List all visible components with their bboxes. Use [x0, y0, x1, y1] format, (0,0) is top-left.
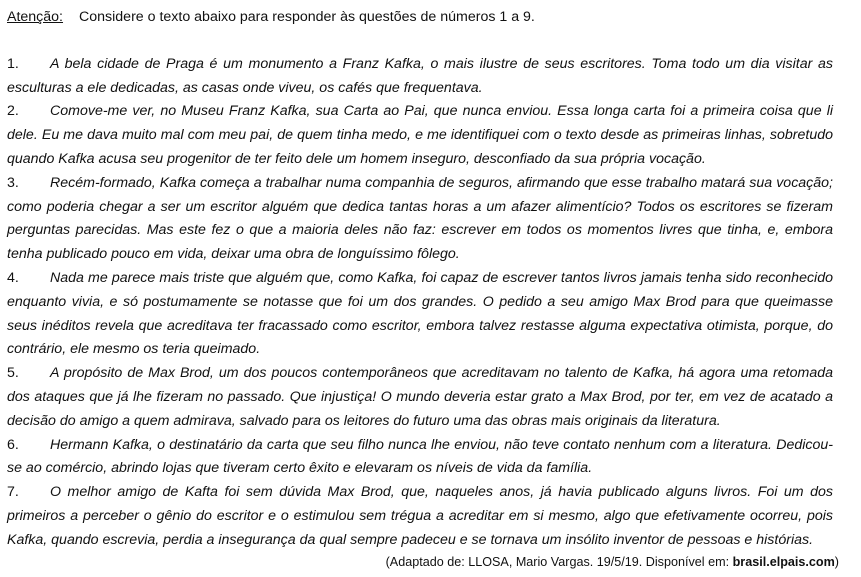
paragraph-number: 1.: [7, 55, 19, 72]
paragraph-6: [7, 434, 833, 482]
paragraph-3: [7, 172, 833, 267]
paragraph-4: [7, 267, 833, 362]
source-citation: [7, 553, 839, 571]
paragraph-number: 4.: [7, 269, 19, 286]
attention-instruction: Considere o texto abaixo para responder às questões de números 1 a 9.: [79, 9, 535, 25]
paragraph-number: 5.: [7, 365, 19, 382]
paragraph-number: 6.: [7, 436, 19, 453]
source-text: (Adaptado de: LLOSA, Mario Vargas. 19/5/19. Disponível em:: [385, 554, 733, 569]
paragraph-text: Nada me parece mais triste que alguém que, como Kafka, foi capaz de escrever tantos livros jamais tenha sido reconhecido enquanto vivia, e só postumamente se notasse que foi um dos grandes. O pedido a seu amigo Max Brod para que queimasse seus inéditos revela que acreditava ter fracassado como escritor, embora talvez restasse alguma expectativa otimista, porque, do contrário, ele mesmo os teria queimado.: [7, 269, 833, 358]
source-site: brasil.elpais.com: [732, 554, 835, 569]
paragraph-text: Comove-me ver, no Museu Franz Kafka, sua Carta ao Pai, que nunca enviou. Essa longa carta foi a primeira coisa que li dele. Eu me dava muito mal com meu pai, de quem tinha medo, e me identifiquei com o texto desde as primeiras linhas, sobretudo quando Kafka acusa seu progenitor de ter feito dele um homem inseguro, desconfiado da sua própria vocação.: [7, 103, 833, 167]
paragraph-text: O melhor amigo de Kafta foi sem dúvida Max Brod, que, naqueles anos, já havia publicado alguns livros. Foi um dos primeiros a perceber o gênio do escritor e o estimulou sem trégua a acreditar em si mesmo, algo que efetivamente ocorreu, pois Kafka, quando escrevia, perdia a insegurança da qual sempre padeceu e se tornava um insólito inventor de pessoas e histórias.: [7, 484, 833, 548]
paragraph-number: 2.: [7, 103, 19, 120]
paragraph-2: [7, 100, 833, 171]
paragraph-number: 3.: [7, 174, 19, 191]
paragraph-text: A bela cidade de Praga é um monumento a Franz Kafka, o mais ilustre de seus escritores. Toma todo um dia visitar as esculturas a ele dedicadas, as casas onde viveu, os cafés que frequentava.: [7, 55, 833, 96]
attention-header: [7, 6, 833, 30]
paragraph-text: Hermann Kafka, o destinatário da carta que seu filho nunca lhe enviou, não teve contato nenhum com a literatura. Dedicou-se ao comércio, abrindo lojas que tiveram certo êxito e elevaram os níveis de vida da família.: [7, 436, 833, 477]
paragraph-text: A propósito de Max Brod, um dos poucos contemporâneos que acreditavam no talento de Kafka, há agora uma retomada dos ataques que já lhe fizeram no passado. Que injustiça! O mundo deveria estar grato a Max Brod, por ter, em vez de acatado a decisão do amigo a quem admirava, salvado para os leitores do futuro uma das obras mais originais da literatura.: [7, 365, 833, 429]
attention-label: Atenção:: [7, 9, 64, 25]
paragraph-5: [7, 362, 833, 433]
paragraph-text: Recém-formado, Kafka começa a trabalhar numa companhia de seguros, afirmando que esse trabalho matará sua vocação; como poderia chegar a ser um escritor alguém que dedica tantas horas a um afazer alimentício? Todos os escritores se fizeram perguntas parecidas. Mas este fez o que a maioria deles não faz: escrever em todos os momentos livres que tinha, e, embora tenha publicado pouco em vida, deixar uma obra de longuíssimo fôlego.: [7, 174, 833, 263]
paragraph-1: [7, 53, 833, 101]
source-close: ): [834, 554, 839, 569]
paragraph-7: [7, 481, 833, 552]
paragraph-number: 7.: [7, 484, 19, 501]
